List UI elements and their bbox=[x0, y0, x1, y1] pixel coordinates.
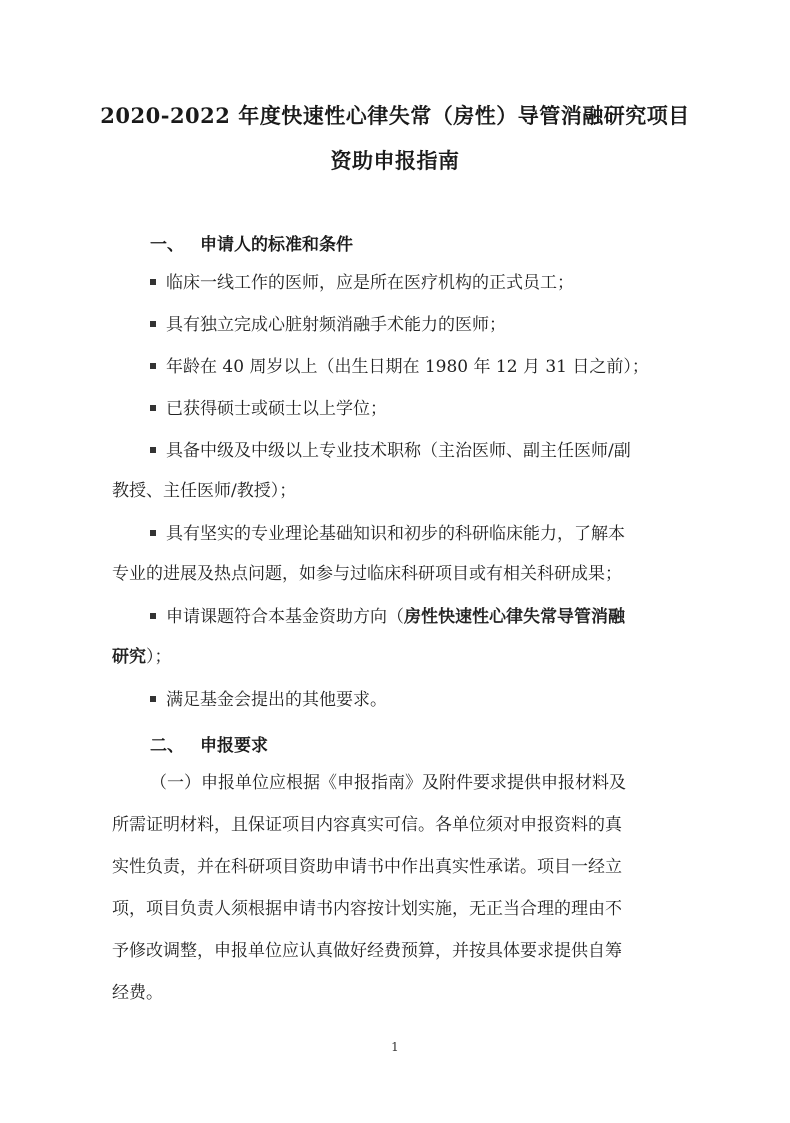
section-2-heading bbox=[150, 731, 268, 756]
bullet-item bbox=[150, 315, 506, 335]
section-2-title: 申报要求 bbox=[200, 736, 268, 756]
document-title-line1: 2020-2022 年度快速性心律失常（房性）导管消融研究项目 bbox=[100, 103, 690, 128]
paragraph-line: 经费。 bbox=[112, 983, 163, 1003]
bullet-continuation: 教授、主任医师/教授）； bbox=[112, 481, 297, 501]
bullet-icon bbox=[150, 363, 156, 369]
bullet-continuation bbox=[112, 647, 172, 667]
bullet-continuation: 专业的进展及热点问题，如参与过临床科研项目或有相关科研成果； bbox=[112, 564, 622, 584]
bullet-icon bbox=[150, 279, 156, 285]
paragraph-line: 实性负责，并在科研项目资助申请书中作出真实性承诺。项目一经立 bbox=[112, 857, 622, 877]
funding-direction-bold: 房性快速性心律失常导管消融 bbox=[404, 607, 625, 627]
section-1-title: 申请人的标准和条件 bbox=[200, 235, 353, 255]
bullet-item bbox=[150, 357, 649, 377]
bullet-text-suffix: ）； bbox=[146, 647, 172, 667]
bullet-item bbox=[150, 524, 625, 544]
paragraph-line: （一）申报单位应根据《申报指南》及附件要求提供申报材料及 bbox=[150, 773, 626, 793]
bullet-text: 具有坚实的专业理论基础知识和初步的科研临床能力，了解本 bbox=[166, 524, 625, 544]
document-title-line2: 资助申报指南 bbox=[330, 148, 460, 173]
bullet-icon bbox=[150, 447, 156, 453]
bullet-text: 具备中级及中级以上专业技术职称（主治医师、副主任医师/副 bbox=[166, 441, 631, 461]
bullet-item bbox=[150, 690, 387, 710]
bullet-text: 具有独立完成心脏射频消融手术能力的医师； bbox=[166, 315, 506, 335]
bullet-icon bbox=[150, 530, 156, 536]
page-number: 1 bbox=[391, 1040, 399, 1054]
paragraph-line: 所需证明材料，且保证项目内容真实可信。各单位须对申报资料的真 bbox=[112, 815, 622, 835]
bullet-icon bbox=[150, 696, 156, 702]
bullet-text-prefix: 申请课题符合本基金资助方向（ bbox=[166, 607, 404, 627]
paragraph-line: 予修改调整，申报单位应认真做好经费预算，并按具体要求提供自筹 bbox=[112, 941, 622, 961]
bullet-item bbox=[150, 399, 387, 419]
bullet-icon bbox=[150, 321, 156, 327]
bullet-icon bbox=[150, 405, 156, 411]
bullet-text: 年龄在 40 周岁以上（出生日期在 1980 年 12 月 31 日之前）； bbox=[166, 357, 649, 377]
section-1-number: 一、 bbox=[150, 235, 184, 255]
bullet-text: 已获得硕士或硕士以上学位； bbox=[166, 399, 387, 419]
bullet-item bbox=[150, 273, 574, 293]
bullet-text: 满足基金会提出的其他要求。 bbox=[166, 690, 387, 710]
bullet-text: 临床一线工作的医师，应是所在医疗机构的正式员工； bbox=[166, 273, 574, 293]
bullet-item bbox=[150, 607, 625, 627]
paragraph-line: 项，项目负责人须根据申请书内容按计划实施，无正当合理的理由不 bbox=[112, 899, 622, 919]
bullet-item bbox=[150, 441, 631, 461]
section-2-number: 二、 bbox=[150, 736, 184, 756]
funding-direction-bold-end: 研究 bbox=[112, 647, 146, 667]
bullet-icon bbox=[150, 613, 156, 619]
section-1-heading bbox=[150, 230, 353, 255]
